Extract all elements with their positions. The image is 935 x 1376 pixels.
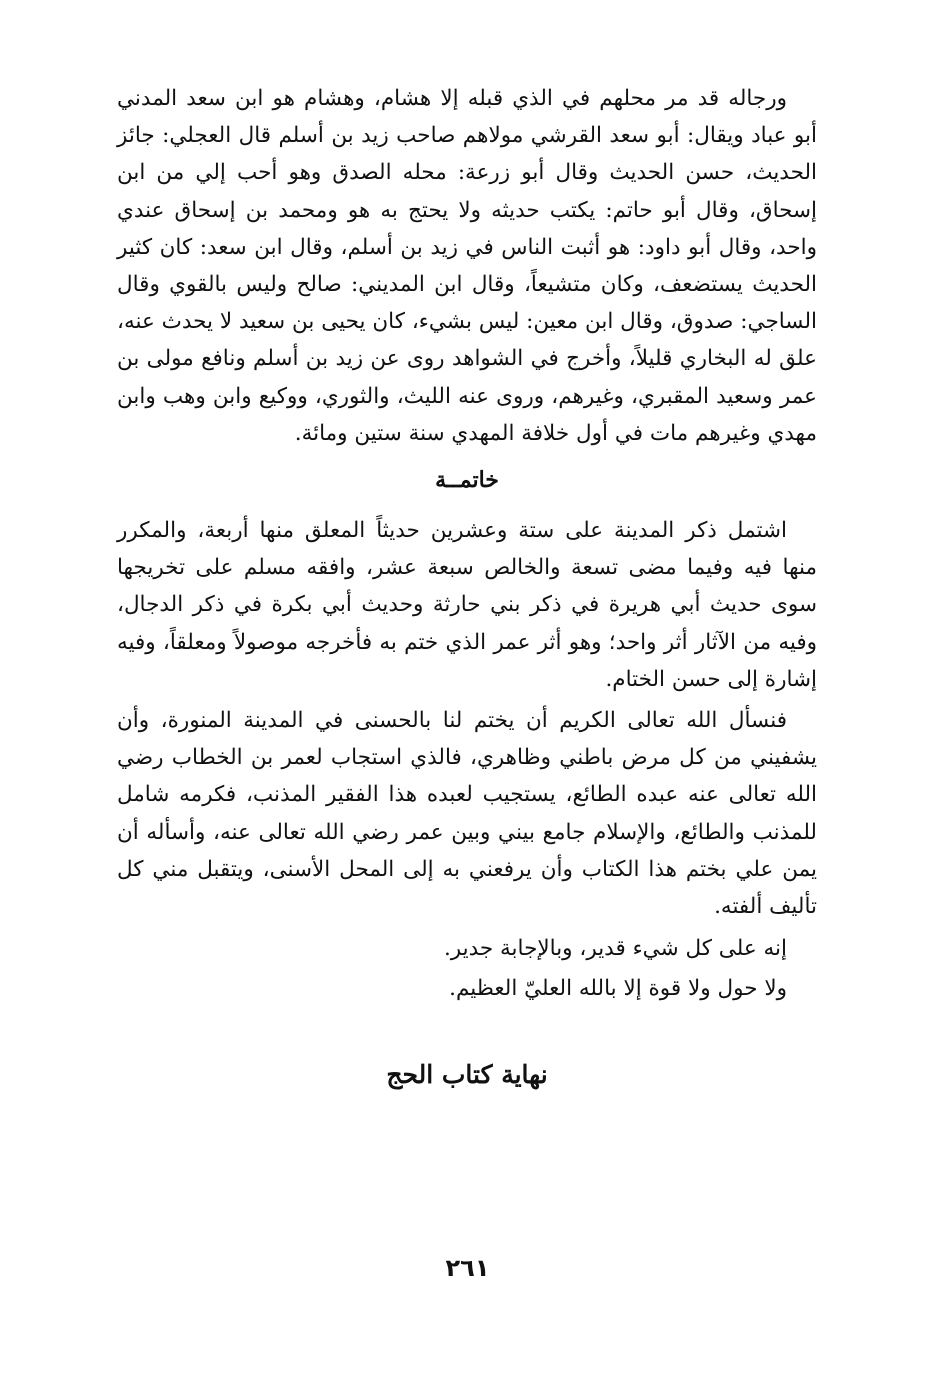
book-end-title: نهاية كتاب الحج bbox=[386, 1060, 548, 1090]
narrator-paragraph: ورجاله قد مر محلهم في الذي قبله إلا هشام، وهشام هو ابن سعد المدني أبو عباد ويقال: أبو سعد القرشي مولاهم صاحب زيد بن أسلم قال العجلي: جائز الحديث، حسن الحديث وقال أبو زرعة: محله الصدق وهو أحب إلي من ابن إسحاق، وقال أبو حاتم: يكتب حديثه ولا يحتج به هو ومحمد بن إسحاق عندي واحد، وقال أبو داود: هو أثبت الناس في زيد بن أسلم، وقال ابن سعد: كان كثير الحديث يستضعف، وكان متشيعاً، وقال ابن المديني: صالح وليس بالقوي وقال الساجي: صدوق، وقال ابن معين: ليس بشيء، كان يحيى بن سعيد لا يحدث عنه، علق له البخاري قليلاً، وأخرج في الشواهد روى عن زيد بن أسلم ونافع مولى بن عمر وسعيد المقبري، وغيرهم، وروى عنه الليث، والثوري، ووكيع وابن وهب وابن مهدي وغيرهم مات في أول خلافة المهدي سنة ستين ومائة. bbox=[117, 86, 817, 446]
summary-paragraph: اشتمل ذكر المدينة على ستة وعشرين حديثاً المعلق منها أربعة، والمكرر منها فيه وفيما مضى تسعة والخالص سبعة عشر، وافقه مسلم على تخريجها سوى حديث أبي هريرة في ذكر بني حارثة وحديث أبي بكرة في ذكر الدجال، وفيه من الآثار أثر واحد؛ وهو أثر عمر الذي ختم به فأخرجه موصولاً ومعلقاً، وفيه إشارة إلى حسن الختام. bbox=[117, 518, 817, 692]
page-content bbox=[117, 80, 817, 1095]
closing-line-1: إنه على كل شيء قدير، وبالإجابة جدير. bbox=[443, 936, 787, 962]
closing-line-2: ولا حول ولا قوة إلا بالله العليّ العظيم. bbox=[449, 976, 787, 1002]
supplication-paragraph: فنسأل الله تعالى الكريم أن يختم لنا بالحسنى في المدينة المنورة، وأن يشفيني من كل مرض باطني وظاهري، فالذي استجاب لعمر بن الخطاب رضي الله تعالى عنه عبده الطائع، يستجيب لعبده هذا الفقير المذنب، فكرمه شامل للمذنب والطائع، والإسلام جامع بيني وبين عمر رضي الله تعالى عنه، وأسأله أن يمن علي بختم هذا الكتاب وأن يرفعني به إلى المحل الأسنى، ويتقبل مني كل تأليف ألفته. bbox=[117, 708, 817, 920]
page-number: ٢٦١ bbox=[445, 1254, 490, 1282]
section-heading-khatima: خاتمــة bbox=[435, 467, 499, 494]
